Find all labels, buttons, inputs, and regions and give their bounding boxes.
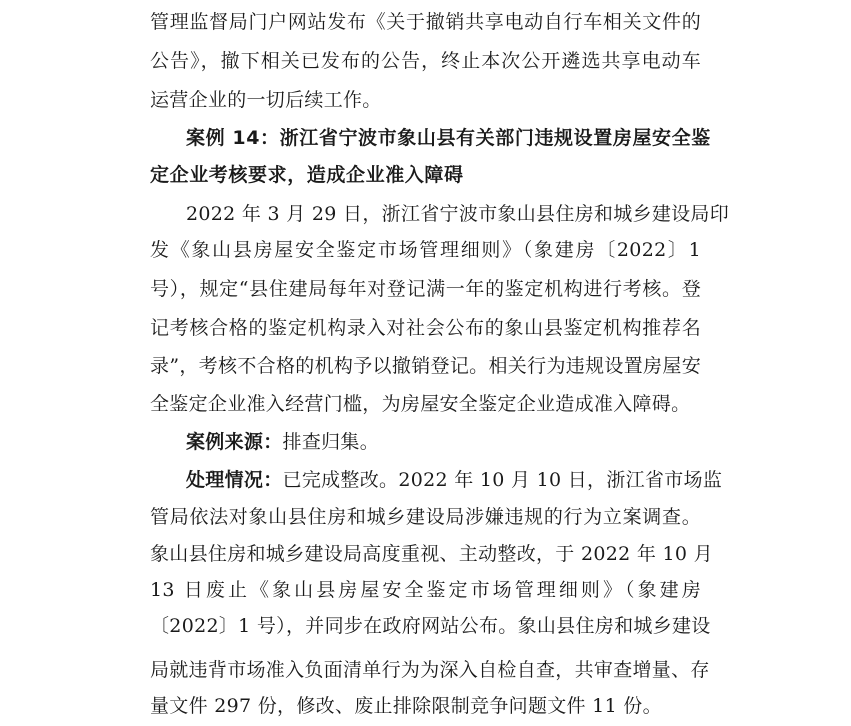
paragraph-line: 公告》，撤下相关已发布的公告，终止本次公开遴选共享电动车	[150, 50, 701, 72]
paragraph-line: 象山县住房和城乡建设局高度重视、主动整改，于 2022 年 10 月	[150, 543, 713, 565]
handling-text: 已完成整改。2022 年 10 月 10 日，浙江省市场监	[282, 469, 723, 491]
paragraph-line: 管理监督局门户网站发布《关于撤销共享电动自行车相关文件的	[150, 11, 701, 33]
paragraph-line: 13 日废止《象山县房屋安全鉴定市场管理细则》（象建房	[150, 579, 701, 601]
case-source-value: 排查归集。	[282, 431, 380, 453]
paragraph-line: 全鉴定企业准入经营门槛，为房屋安全鉴定企业造成准入障碍。	[150, 393, 691, 415]
paragraph-line: 〔2022〕1 号），并同步在政府网站公布。象山县住房和城乡建设	[150, 615, 711, 637]
paragraph-line: 局就违背市场准入负面清单行为为深入自检自查，共审查增量、存	[150, 659, 710, 681]
paragraph-line: 管局依法对象山县住房和城乡建设局涉嫌违规的行为立案调查。	[150, 506, 701, 528]
case-title: 定企业考核要求，造成企业准入障碍	[150, 164, 464, 186]
paragraph-line: 运营企业的一切后续工作。	[150, 89, 382, 111]
handling-line	[186, 468, 723, 492]
paragraph-line: 号），规定“县住建局每年对登记满一年的鉴定机构进行考核。登	[150, 278, 701, 300]
case-title: 案例 14：浙江省宁波市象山县有关部门违规设置房屋安全鉴	[186, 127, 711, 149]
paragraph-line: 2022 年 3 月 29 日，浙江省宁波市象山县住房和城乡建设局印	[186, 203, 730, 225]
paragraph-line: 记考核合格的鉴定机构录入对社会公布的象山县鉴定机构推荐名	[150, 317, 701, 339]
paragraph-line: 发《象山县房屋安全鉴定市场管理细则》（象建房〔2022〕1	[150, 239, 701, 261]
paragraph-line: 量文件 297 份，修改、废止排除限制竞争问题文件 11 份。	[150, 695, 662, 717]
handling-label: 处理情况：	[186, 469, 283, 491]
case-source-label: 案例来源：	[186, 431, 283, 453]
case-source	[186, 430, 701, 454]
paragraph-line: 录”，考核不合格的机构予以撤销登记。相关行为违规设置房屋安	[150, 355, 701, 377]
